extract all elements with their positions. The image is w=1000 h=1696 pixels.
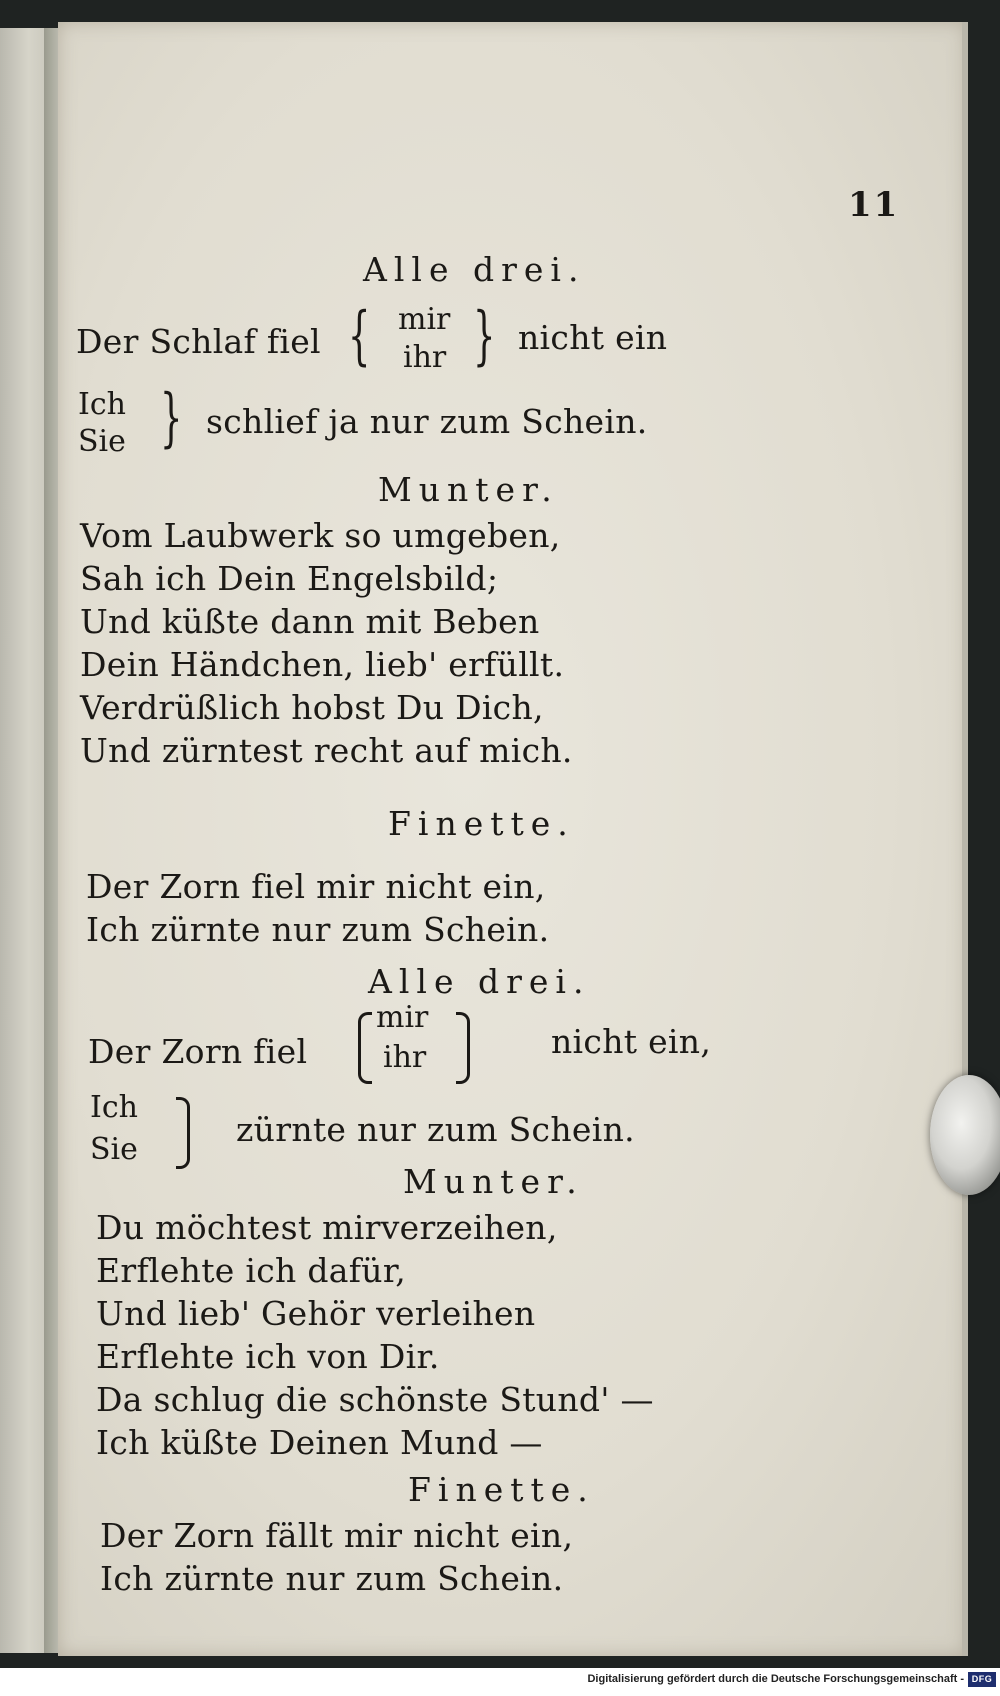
verse-line: Ich zürnte nur zum Schein. <box>100 1559 564 1598</box>
verse-line: Dein Händchen, lieb' erfüllt. <box>80 645 565 684</box>
page-number: 11 <box>848 185 900 225</box>
verse-line: Verdrüßlich hobst Du Dich, <box>80 688 544 727</box>
funding-credit: Digitalisierung gefördert durch die Deutsche Forschungsgemeinschaft - <box>587 1673 964 1685</box>
verse-line: Sah ich Dein Engelsbild; <box>80 559 499 598</box>
verse-line: Vom Laubwerk so umgeben, <box>80 516 561 555</box>
verse-line: Erflehte ich von Dir. <box>96 1337 440 1376</box>
speaker-heading: Finette. <box>408 1470 595 1509</box>
speaker-heading: Finette. <box>388 804 575 843</box>
verse-line: Ich küßte Deinen Mund — <box>96 1423 543 1462</box>
verse-line: Und lieb' Gehör verleihen <box>96 1294 536 1333</box>
verse-line: Und zürntest recht auf mich. <box>80 731 573 770</box>
verse-line: nicht ein <box>518 318 668 357</box>
verse-line: nicht ein, <box>551 1022 712 1061</box>
page-weight <box>930 1075 1000 1195</box>
verse-option: mir <box>398 302 451 337</box>
verse-line: schlief ja nur zum Schein. <box>206 402 648 441</box>
digitization-footer <box>0 1670 1000 1692</box>
dfg-logo: DFG <box>968 1672 996 1687</box>
left-brace: { <box>348 299 371 373</box>
verse-option: mir <box>376 1000 429 1035</box>
book-page <box>58 22 966 1656</box>
verse-option: ihr <box>403 340 447 375</box>
right-bracket <box>176 1097 190 1169</box>
verse-line: Erflehte ich dafür, <box>96 1251 407 1290</box>
verse-line: Ich zürnte nur zum Schein. <box>86 910 550 949</box>
right-brace: } <box>473 299 496 373</box>
verse-line: Und küßte dann mit Beben <box>80 602 540 641</box>
verse-option: Ich <box>90 1090 138 1125</box>
speaker-heading: Munter. <box>403 1162 584 1201</box>
page-edge <box>962 22 968 1656</box>
speaker-heading: Alle drei. <box>368 962 591 1001</box>
verse-line: Der Zorn fiel mir nicht ein, <box>86 867 546 906</box>
right-bracket <box>456 1012 470 1084</box>
verse-option: Sie <box>90 1132 138 1167</box>
verse-option: ihr <box>383 1040 427 1075</box>
verse-line: zürnte nur zum Schein. <box>236 1110 635 1149</box>
verse-line: Der Zorn fiel <box>88 1032 308 1071</box>
speaker-heading: Alle drei. <box>363 250 586 289</box>
speaker-heading: Munter. <box>378 470 559 509</box>
right-brace: } <box>160 381 183 455</box>
verse-line: Der Zorn fällt mir nicht ein, <box>100 1516 574 1555</box>
verse-line: Da schlug die schönste Stund' — <box>96 1380 654 1419</box>
verse-option: Ich <box>78 387 126 422</box>
verse-line: Du möchtest mirverzeihen, <box>96 1208 558 1247</box>
verse-line: Der Schlaf fiel <box>76 322 321 361</box>
left-bracket <box>358 1012 372 1084</box>
verse-option: Sie <box>78 424 126 459</box>
